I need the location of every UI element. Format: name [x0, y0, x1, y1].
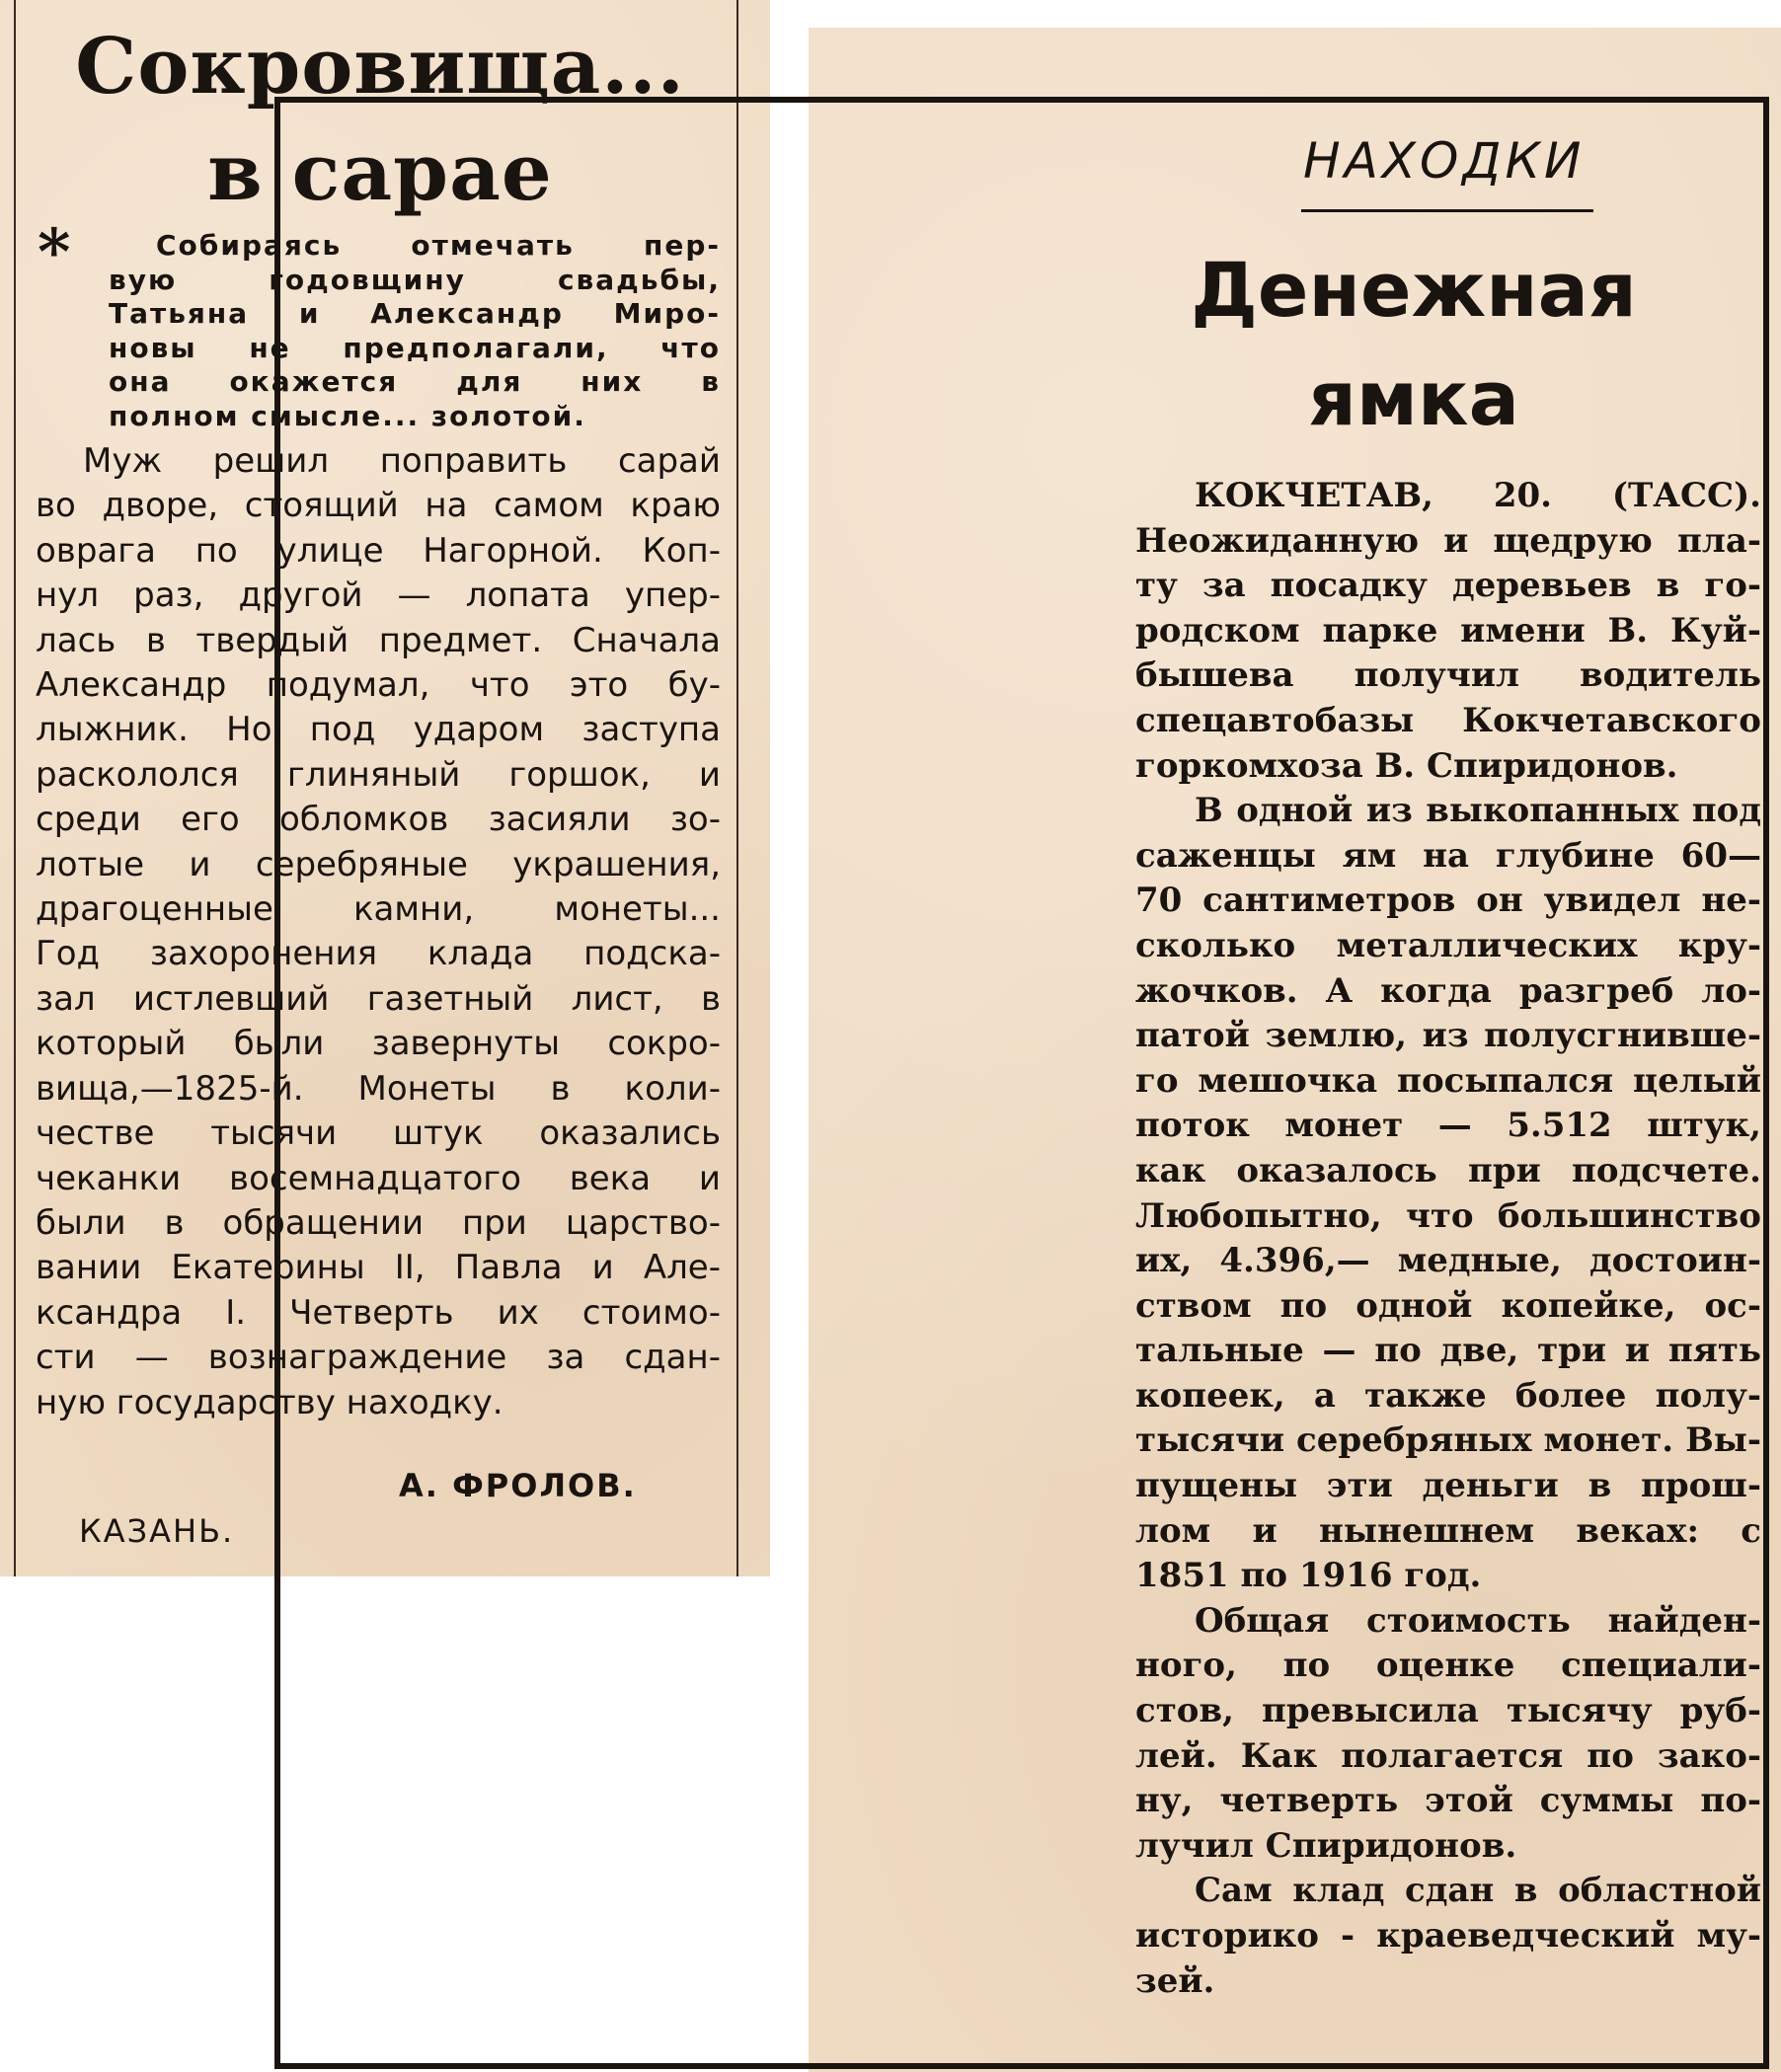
body-line: были в обращении при царство- [36, 1202, 721, 1243]
right-article-title-line1: Денежная [1191, 246, 1637, 334]
body-line: тысячи серебряных монет. Вы- [1135, 1420, 1761, 1461]
body-line: копеек, а также более полу- [1135, 1375, 1761, 1416]
lead-line: новы не предполагали, что [109, 331, 721, 364]
body-line: саженцы ям на глубине 60— [1135, 835, 1761, 876]
body-line: зал истлевший газетный лист, в [36, 978, 721, 1019]
body-line: Александр подумал, что это бу- [36, 665, 721, 706]
body-line: раскололся глиняный горшок, и [36, 754, 721, 795]
body-line: лом и нынешнем веках: с [1135, 1510, 1761, 1551]
body-line: го мешочка посыпался целый [1135, 1060, 1761, 1101]
body-line: спецавтобазы Кокчетавского [1135, 700, 1761, 740]
body-line: Сам клад сдан в областной [1195, 1871, 1761, 1911]
body-line: стов, превысила тысячу руб- [1135, 1691, 1761, 1731]
body-line: горкомхоза В. Спиридонов. [1135, 745, 1678, 786]
body-line: КОКЧЕТАВ, 20. (ТАСС). [1195, 476, 1761, 515]
body-line: лей. Как полагается по зако- [1135, 1735, 1761, 1776]
lead-line: Собираясь отмечать пер- [156, 229, 721, 262]
body-line: ту за посадку деревьев в го- [1135, 566, 1761, 606]
body-line: ную государству находку. [36, 1382, 503, 1422]
left-article-author: А. ФРОЛОВ. [399, 1467, 637, 1504]
left-article-city: КАЗАНЬ. [79, 1512, 235, 1550]
body-line: который были завернуты сокро- [36, 1024, 721, 1064]
body-line: Любопытно, что большинство [1135, 1195, 1761, 1236]
body-line: ну, четверть этой суммы по- [1135, 1781, 1761, 1821]
right-article-title-line2: ямка [1308, 354, 1519, 442]
body-line: Муж решил поправить сарай [83, 441, 721, 481]
body-line: 70 сантиметров он увидел не- [1135, 881, 1761, 921]
right-article-rubric: НАХОДКИ [1303, 132, 1586, 190]
body-line: во дворе, стоящий на самом краю [36, 486, 721, 526]
rubric-underline [1301, 209, 1593, 212]
asterisk-icon: * [38, 215, 71, 289]
column-rule-left [14, 0, 16, 1576]
body-line: историко - краеведческий му- [1135, 1916, 1761, 1956]
body-line: Неожиданную и щедрую пла- [1135, 520, 1761, 561]
left-article-title-line1: Сокровища... [75, 22, 685, 112]
body-line: Общая стоимость найден- [1195, 1600, 1761, 1641]
body-line: их, 4.396,— медные, достоин- [1135, 1241, 1761, 1281]
body-line: как оказалось при подсчете. [1135, 1150, 1761, 1190]
body-line: родском парке имени В. Куй- [1135, 610, 1761, 651]
body-line: чеканки восемнадцатого века и [36, 1158, 721, 1198]
body-line: патой землю, из полусгнивше- [1135, 1016, 1761, 1056]
lead-line: она окажется для них в [109, 365, 721, 398]
body-line: тальные — по две, три и пять [1135, 1331, 1761, 1371]
body-line: вании Екатерины II, Павла и Але- [36, 1248, 721, 1288]
left-article-title-line2: в сарае [207, 125, 553, 218]
body-line: Год захоронения клада подска- [36, 934, 721, 974]
body-line: среди его обломков засияли зо- [36, 800, 721, 840]
body-line: лотые и серебряные украшения, [36, 844, 721, 884]
body-line: нул раз, другой — лопата упер- [36, 576, 721, 616]
body-line: бышева получил водитель [1135, 655, 1761, 696]
body-line: ксандра I. Четверть их стоимо- [36, 1292, 721, 1333]
body-line: сти — вознаграждение за сдан- [36, 1338, 721, 1378]
body-line: зей. [1135, 1960, 1215, 2001]
body-line: лась в твердый предмет. Сначала [36, 620, 721, 660]
body-line: поток монет — 5.512 штук, [1135, 1106, 1761, 1146]
body-line: ного, по оценке специали- [1135, 1646, 1761, 1686]
body-line: сколько металлических кру- [1135, 925, 1761, 965]
body-line: ством по одной копейке, ос- [1135, 1285, 1761, 1326]
body-line: жочков. А когда разгреб ло- [1135, 970, 1761, 1011]
right-article-body [1135, 474, 1761, 2004]
body-line: оврага по улице Нагорной. Коп- [36, 530, 721, 571]
body-line: честве тысячи штук оказались [36, 1113, 721, 1154]
body-line: вища,—1825-й. Монеты в коли- [36, 1068, 721, 1109]
body-line: 1851 по 1916 год. [1135, 1556, 1482, 1596]
body-line: лучил Спиридонов. [1135, 1825, 1517, 1866]
body-line: пущены эти деньги в прош- [1135, 1466, 1761, 1506]
lead-line: вую годовщину свадьбы, [109, 263, 721, 296]
lead-line: Татьяна и Александр Миро- [109, 297, 721, 330]
lead-line: полном смысле... золотой. [109, 399, 586, 432]
body-line: драгоценные камни, монеты... [36, 889, 721, 930]
body-line: В одной из выкопанных под [1195, 791, 1761, 831]
body-line: лыжник. Но под ударом заступа [36, 710, 721, 750]
